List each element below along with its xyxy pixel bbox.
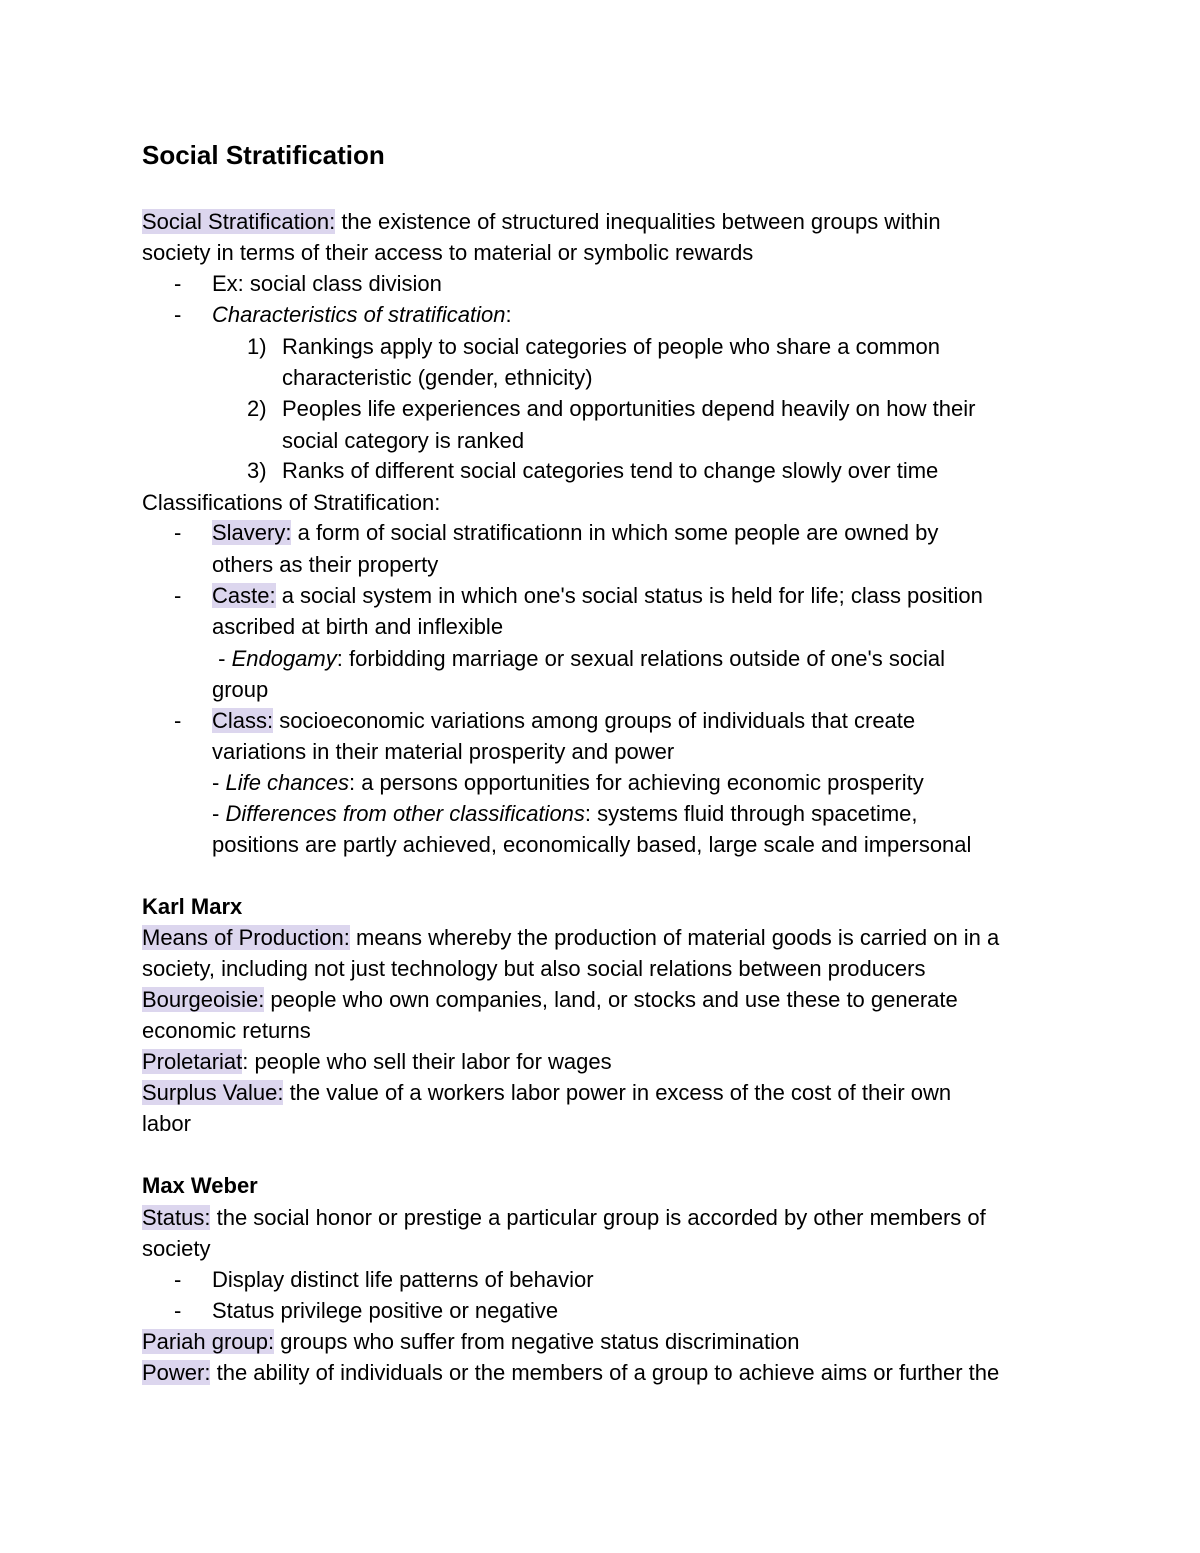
term-status: Status:: [142, 1205, 211, 1230]
bullet-dash: -: [174, 520, 182, 545]
definition-text: people who own companies, land, or stocks and use these to generate: [264, 987, 958, 1012]
definition-text: a form of social stratificationn in which some people are owned by: [291, 520, 939, 545]
term-life-chances: Life chances: [225, 770, 349, 795]
item-text: social category is ranked: [282, 428, 525, 453]
definition-text: positions are partly achieved, economically based, large scale and impersonal: [212, 832, 972, 857]
term-social-stratification: Social Stratification:: [142, 209, 336, 234]
definition-text: variations in their material prosperity and power: [212, 739, 675, 764]
section-heading-marx: Karl Marx: [142, 894, 243, 919]
item-text: Peoples life experiences and opportunities depend heavily on how their: [282, 396, 976, 421]
bullet-text: Ex: social class division: [212, 271, 442, 296]
bullet-text: [212, 705, 915, 736]
definition-text: : systems fluid through spacetime,: [584, 801, 918, 826]
definition-line: [142, 1046, 612, 1077]
definition-line: society in terms of their access to material or symbolic rewards: [142, 240, 754, 265]
bullet-dash: -: [174, 708, 182, 733]
italic-term: Characteristics of stratification: [212, 302, 506, 327]
definition-line: [142, 1357, 999, 1388]
definition-text: the value of a workers labor power in excess of the cost of their own: [283, 1080, 952, 1105]
sub-dash: -: [212, 646, 232, 671]
term-differences: Differences from other classifications: [225, 801, 585, 826]
definition-text: ascribed at birth and inflexible: [212, 614, 504, 639]
definition-text: a social system in which one's social status is held for life; class position: [275, 583, 983, 608]
term-power: Power:: [142, 1360, 211, 1385]
item-text: characteristic (gender, ethnicity): [282, 365, 593, 390]
definition-line: [142, 206, 941, 237]
item-number: 1): [247, 334, 267, 359]
definition-text: socioeconomic variations among groups of individuals that create: [273, 708, 916, 733]
bullet-text: Status privilege positive or negative: [212, 1298, 559, 1323]
definition-text: the ability of individuals or the members of a group to achieve aims or further the: [210, 1360, 1000, 1385]
bullet-text: Display distinct life patterns of behavior: [212, 1267, 594, 1292]
sub-definition: [212, 798, 918, 829]
definition-text: society, including not just technology but also social relations between producers: [142, 956, 926, 981]
definition-text: society: [142, 1236, 211, 1261]
definition-line: [142, 922, 999, 953]
term-proletariat: Proletariat: [142, 1049, 243, 1074]
term-slavery: Slavery:: [212, 520, 292, 545]
term-pariah-group: Pariah group:: [142, 1329, 275, 1354]
definition-text: : a persons opportunities for achieving economic prosperity: [348, 770, 924, 795]
bullet-text: [212, 580, 983, 611]
bullet-dash: -: [174, 1298, 182, 1323]
term-caste: Caste:: [212, 583, 276, 608]
bullet-dash: -: [174, 583, 182, 608]
item-text: Rankings apply to social categories of people who share a common: [282, 334, 940, 359]
definition-line: [142, 1326, 800, 1357]
sub-definition: [212, 643, 945, 674]
term-endogamy: Endogamy: [231, 646, 337, 671]
bullet-dash: -: [174, 302, 182, 327]
definition-text: others as their property: [212, 552, 439, 577]
definition-text: group: [212, 677, 269, 702]
definition-text: : forbidding marriage or sexual relations outside of one's social: [336, 646, 946, 671]
page-title: Social Stratification: [142, 140, 385, 170]
definition-text: economic returns: [142, 1018, 311, 1043]
term-means-of-production: Means of Production:: [142, 925, 350, 950]
item-number: 3): [247, 458, 267, 483]
definition-text: the existence of structured inequalities between groups within: [335, 209, 941, 234]
definition-text: means whereby the production of material goods is carried on in a: [349, 925, 1000, 950]
bullet-dash: -: [174, 1267, 182, 1292]
term-bourgeoisie: Bourgeoisie:: [142, 987, 265, 1012]
bullet-text: [212, 299, 512, 330]
section-heading-weber: Max Weber: [142, 1173, 258, 1198]
bullet-dash: -: [174, 271, 182, 296]
colon: :: [505, 302, 512, 327]
definition-line: [142, 984, 958, 1015]
bullet-text: [212, 517, 938, 548]
definition-line: [142, 1202, 986, 1233]
term-class: Class:: [212, 708, 274, 733]
definition-line: [142, 1077, 951, 1108]
definition-text: groups who suffer from negative status discrimination: [274, 1329, 800, 1354]
term-surplus-value: Surplus Value:: [142, 1080, 284, 1105]
sub-dash: -: [212, 770, 226, 795]
section-subheading: Classifications of Stratification:: [142, 490, 441, 515]
definition-text: labor: [142, 1111, 191, 1136]
sub-dash: -: [212, 801, 226, 826]
item-text: Ranks of different social categories tend to change slowly over time: [282, 458, 939, 483]
item-number: 2): [247, 396, 267, 421]
definition-text: : people who sell their labor for wages: [242, 1049, 612, 1074]
sub-definition: [212, 767, 924, 798]
definition-text: the social honor or prestige a particular group is accorded by other members of: [210, 1205, 986, 1230]
